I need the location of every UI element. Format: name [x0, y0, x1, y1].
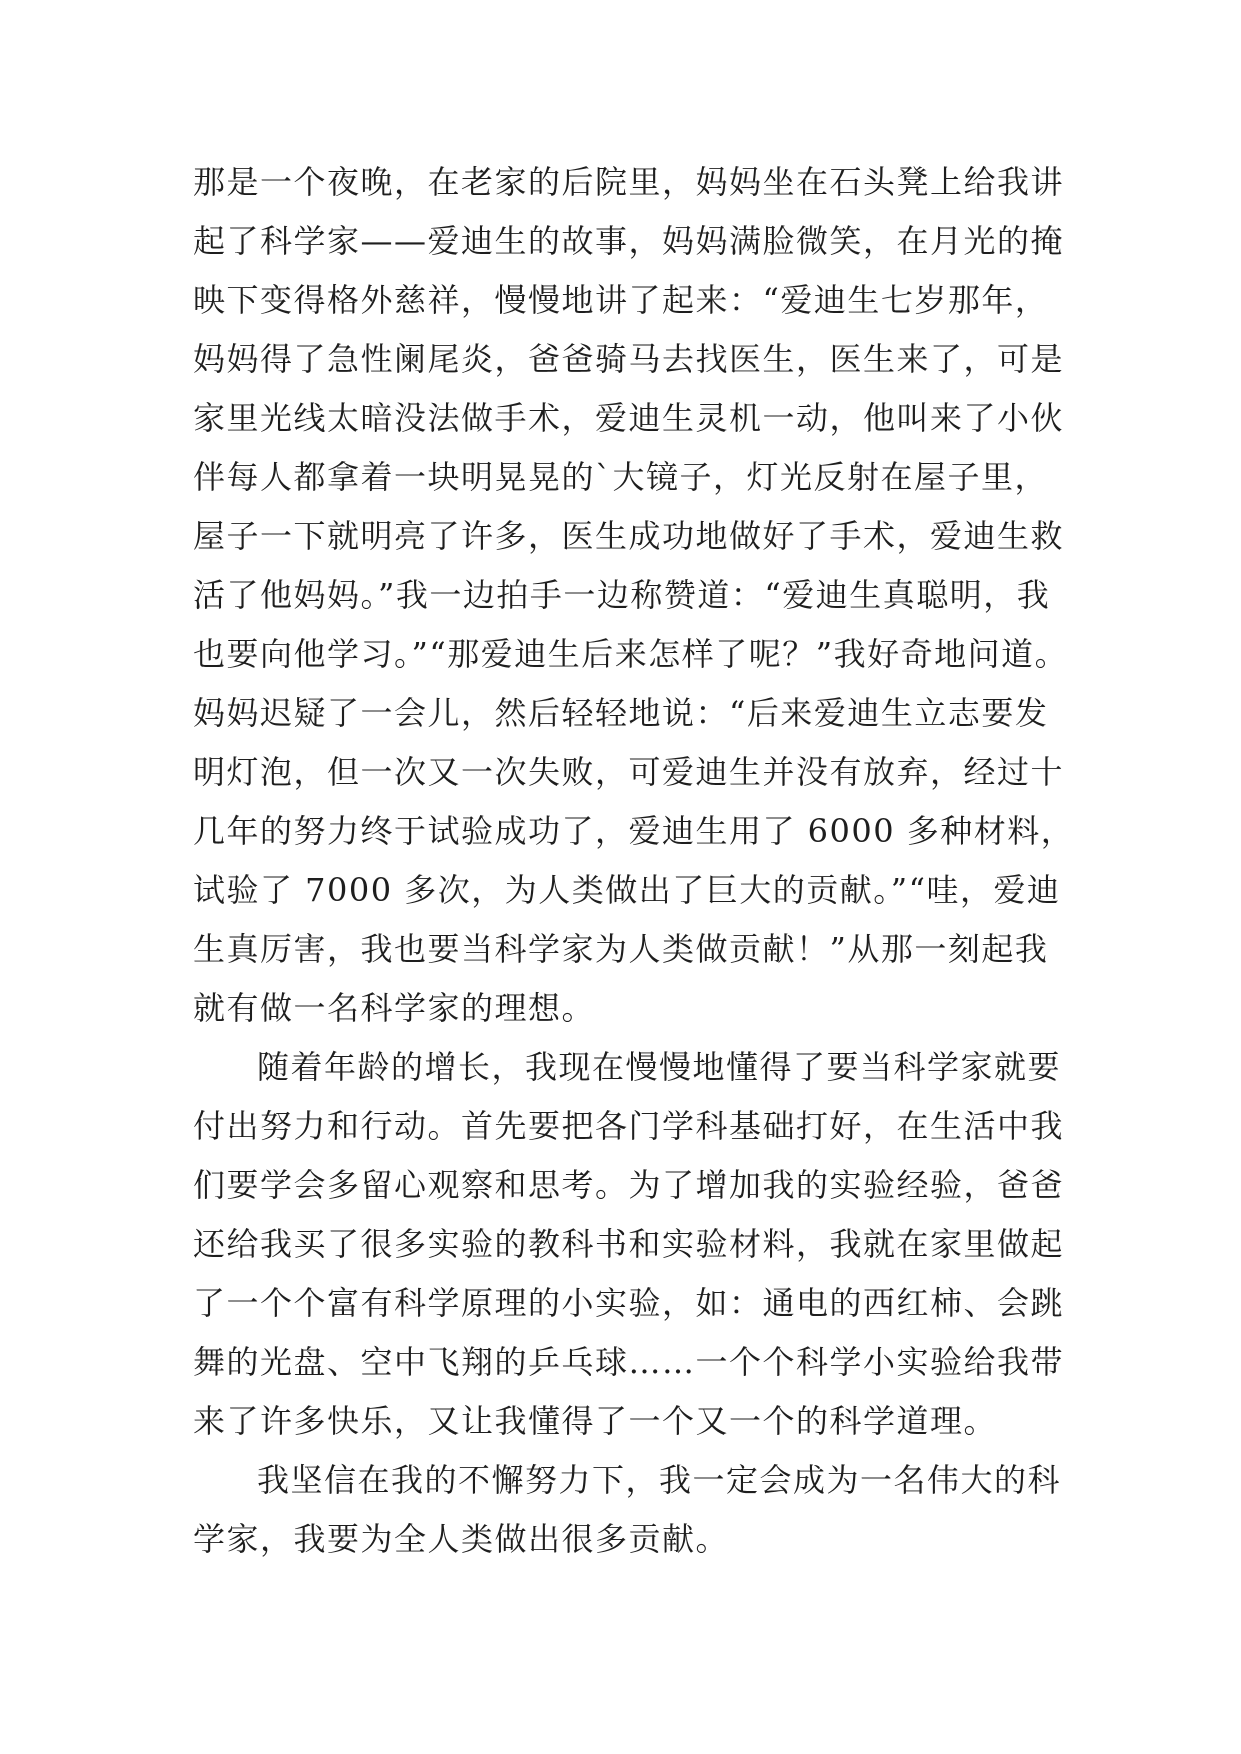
text-line: 学家，我要为全人类做出很多贡献。 [193, 1520, 730, 1558]
text-line: 明灯泡，但一次又一次失败，可爱迪生并没有放弃，经过十 [193, 753, 1065, 791]
text-line: 伴每人都拿着一块明晃晃的`大镜子，灯光反射在屋子里， [193, 458, 1049, 496]
text-line: 家里光线太暗没法做手术，爱迪生灵机一动，他叫来了小伙 [193, 399, 1065, 437]
text-line: 来了许多快乐，又让我懂得了一个又一个的科学道理。 [193, 1402, 998, 1440]
essay-body [193, 153, 1073, 1569]
text-line: 随着年龄的增长，我现在慢慢地懂得了要当科学家就要 [257, 1048, 1062, 1086]
text-line: 了一个个富有科学原理的小实验，如：通电的西红柿、会跳 [193, 1284, 1065, 1322]
text-line: 也要向他学习。”“那爱迪生后来怎样了呢？”我好奇地问道。 [193, 635, 1069, 673]
text-line: 还给我买了很多实验的教科书和实验材料，我就在家里做起 [193, 1225, 1065, 1263]
text-line: 生真厉害，我也要当科学家为人类做贡献！”从那一刻起我 [193, 930, 1049, 968]
paragraph-2 [193, 1038, 1073, 1451]
text-line: 映下变得格外慈祥，慢慢地讲了起来：“爱迪生七岁那年， [193, 281, 1049, 319]
text-line: 活了他妈妈。”我一边拍手一边称赞道：“爱迪生真聪明，我 [193, 576, 1051, 614]
text-line: 起了科学家——爱迪生的故事，妈妈满脸微笑，在月光的掩 [193, 222, 1065, 260]
text-line: 那是一个夜晚，在老家的后院里，妈妈坐在石头凳上给我讲 [193, 163, 1065, 201]
text-line: 我坚信在我的不懈努力下，我一定会成为一名伟大的科 [257, 1461, 1062, 1499]
text-line: 舞的光盘、空中飞翔的乒乓球……一个个科学小实验给我带 [193, 1343, 1065, 1381]
paragraph-1 [193, 153, 1073, 1038]
paragraph-3 [193, 1451, 1073, 1569]
text-line: 妈妈迟疑了一会儿，然后轻轻地说：“后来爱迪生立志要发 [193, 694, 1049, 732]
text-line: 就有做一名科学家的理想。 [193, 989, 596, 1027]
text-line: 屋子一下就明亮了许多，医生成功地做好了手术，爱迪生救 [193, 517, 1065, 555]
text-line: 们要学会多留心观察和思考。为了增加我的实验经验，爸爸 [193, 1166, 1065, 1204]
text-line: 试验了 7000 多次，为人类做出了巨大的贡献。”“哇，爱迪 [193, 871, 1061, 909]
text-line: 妈妈得了急性阑尾炎，爸爸骑马去找医生，医生来了，可是 [193, 340, 1065, 378]
text-line: 几年的努力终于试验成功了，爱迪生用了 6000 多种材料， [193, 812, 1075, 850]
text-line: 付出努力和行动。首先要把各门学科基础打好，在生活中我 [193, 1107, 1065, 1145]
